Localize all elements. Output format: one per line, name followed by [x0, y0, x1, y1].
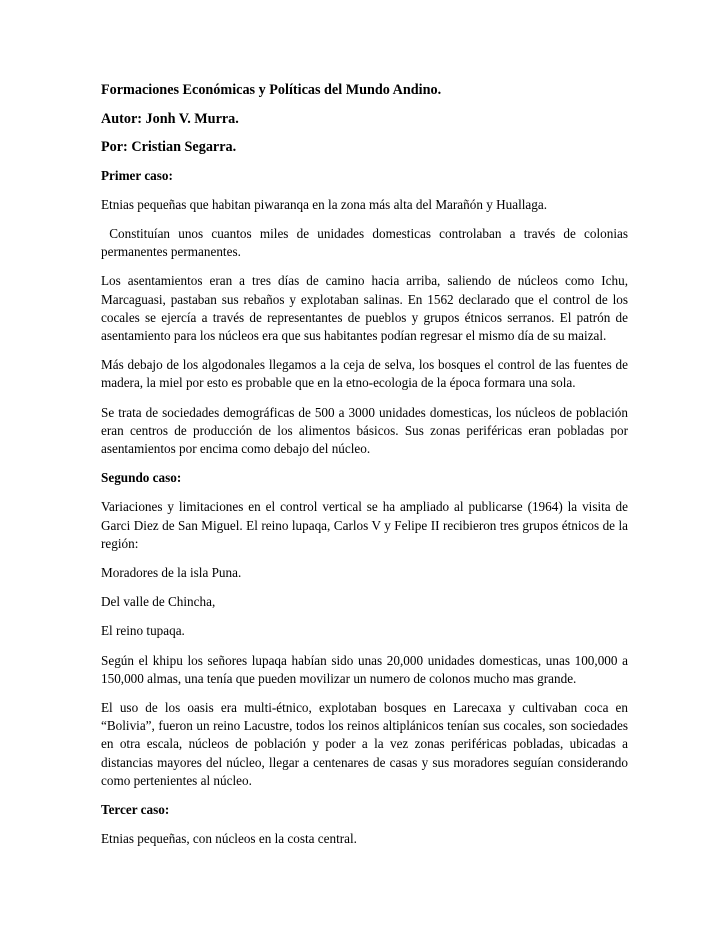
- paragraph: [101, 225, 628, 261]
- document-byline: Por: Cristian Segarra.: [101, 139, 237, 155]
- paragraph: Según el khipu los señores lupaqa habían sido unas 20,000 unidades domesticas, unas 100,000 a 150,000 almas, una tenía que pueden movilizar un numero de colonos mucho mas grande.: [101, 652, 628, 686]
- list-item: El reino tupaqa.: [101, 623, 185, 639]
- section-heading-primer-caso: Primer caso:: [101, 167, 173, 183]
- paragraph: Más debajo de los algodonales llegamos a la ceja de selva, los bosques el control de las fuentes de madera, la miel por esto es probable que en la etno-ecologia de la época formara una sola.: [101, 357, 628, 391]
- section-heading-tercer-caso: Tercer caso:: [101, 801, 170, 817]
- paragraph: Los asentamientos eran a tres días de camino hacia arriba, saliendo de núcleos como Ichu, Marcaguasi, pastaban sus rebaños y explotaban salinas. En 1562 declarado que el control de los cocales se ejercía a través de representantes de pueblos y grupos étnicos serranos. El patrón de asentamiento para los núcleos era que sus habitantes podían regresar el mismo día de su maizal.: [101, 273, 628, 343]
- paragraph-text: Constituían unos cuantos miles de unidades domesticas controlaban a través de colonias permanentes permanentes.: [101, 225, 629, 260]
- document-body: [101, 81, 628, 859]
- paragraph: Variaciones y limitaciones en el control vertical se ha ampliado al publicarse (1964) la visita de Garci Diez de San Miguel. El reino lupaqa, Carlos V y Felipe II recibieron tres grupos étnicos de la región:: [101, 499, 628, 551]
- paragraph: El uso de los oasis era multi-étnico, explotaban bosques en Larecaxa y cultivaban coca en “Bolivia”, fueron un reino Lacustre, todos los reinos altiplánicos tenían sus cocales, son sociedades en otra escala, núcleos de población y poder a la vez zonas periféricas pobladas, ubicadas a distancias mayores del núcleo, llegar a centenares de casas y sus moradores seguían considerando como pertenientes al núcleo.: [101, 699, 628, 788]
- paragraph: Etnias pequeñas que habitan piwaranqa en la zona más alta del Marañón y Huallaga.: [101, 196, 548, 212]
- paragraph: Se trata de sociedades demográficas de 500 a 3000 unidades domesticas, los núcleos de población eran centros de producción de los alimentos básicos. Sus zonas periféricas eran pobladas por asentamientos por encima como debajo del núcleo.: [101, 404, 628, 456]
- document-title: Formaciones Económicas y Políticas del Mundo Andino.: [101, 82, 442, 98]
- document-author: Autor: Jonh V. Murra.: [101, 110, 239, 127]
- paragraph: Etnias pequeñas, con núcleos en la costa central.: [101, 831, 357, 847]
- list-item: Del valle de Chincha,: [101, 594, 216, 610]
- list-item: Moradores de la isla Puna.: [101, 564, 242, 580]
- section-heading-segundo-caso: Segundo caso:: [101, 470, 182, 486]
